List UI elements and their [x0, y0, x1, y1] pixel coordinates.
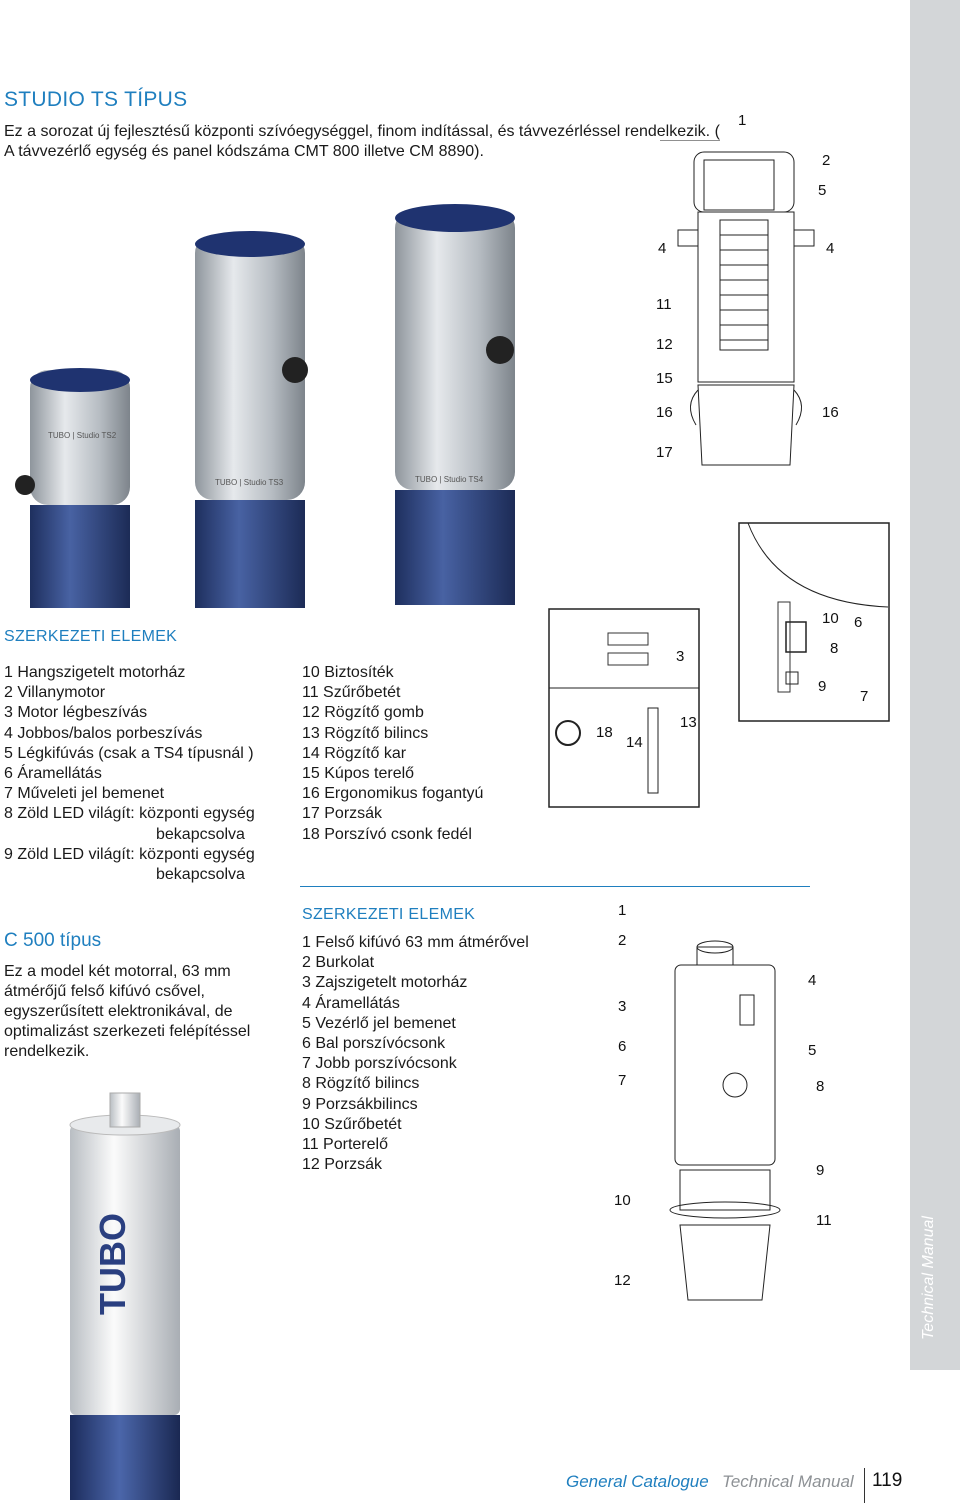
c500-label-9: 9 [816, 1162, 825, 1179]
list-item: 9 Porzsákbilincs [302, 1095, 418, 1113]
footer-catalogue: General Catalogue [566, 1472, 709, 1491]
c500-label-2: 2 [618, 932, 627, 949]
list-item: 3 Zajszigetelt motorház [302, 974, 468, 992]
list-item: 16 Ergonomikus fogantyú [302, 785, 484, 803]
list-item: 12 Rögzítő gomb [302, 704, 424, 722]
list-item: 8 Zöld LED világít: központi egység bekapcsolva [4, 805, 255, 843]
unit-ts3 [195, 231, 308, 608]
studio-section-title: SZERKEZETI ELEMEK [4, 628, 178, 645]
diagram-label-1: 1 [738, 112, 747, 129]
list-item: 3 Motor légbeszívás [4, 704, 148, 722]
c500-label-8: 8 [816, 1078, 825, 1095]
page-title: STUDIO TS TÍPUS [4, 88, 188, 111]
c500-title: C 500 típus [4, 930, 102, 951]
unit-ts2-label: TUBO | Studio TS2 [48, 431, 117, 440]
c500-label-7: 7 [618, 1072, 627, 1089]
studio-parts-list-right [302, 663, 483, 845]
side-label-8: 8 [830, 640, 839, 657]
panel-label-13: 13 [680, 714, 697, 731]
diagram-label-4-left: 4 [658, 240, 667, 257]
c500-section-title: SZERKEZETI ELEMEK [302, 906, 476, 923]
panel-label-14: 14 [626, 734, 643, 751]
diagram-label-2: 2 [822, 152, 831, 169]
list-item: 15 Kúpos terelő [302, 765, 415, 783]
unit-ts4 [395, 204, 515, 605]
c500-label-4: 4 [808, 972, 817, 989]
list-item: 7 Jobb porszívócsonk [302, 1055, 457, 1073]
list-item: 9 Zöld LED világít: központi egység bekapcsolva [4, 845, 255, 884]
diagram-label-11: 11 [656, 296, 672, 313]
diagram-label-16-left: 16 [656, 404, 673, 421]
c500-unit-photo [40, 1085, 220, 1500]
list-item: 1 Hangszigetelt motorház [4, 664, 186, 681]
studio-parts-list-left [4, 663, 255, 885]
c500-label-3: 3 [618, 998, 627, 1015]
c500-description: Ez a model két motorral, 63 mm átmérőjű felső kifúvó csővel, egyszerűsített elektronikával, de optimalizást szerkezeti felépítéssel rendelkezik. [4, 963, 251, 1060]
diagram-label-15: 15 [656, 370, 673, 387]
diagram-label-12: 12 [656, 336, 673, 353]
list-item: 18 Porszívó csonk fedél [302, 825, 472, 843]
unit-ts2 [15, 368, 130, 608]
diagram-label-16-right: 16 [822, 404, 839, 421]
list-item: 5 Légkifúvás (csak a TS4 típusnál ) [4, 744, 254, 762]
footer-divider [864, 1468, 865, 1503]
list-item: 6 Bal porszívócsonk [302, 1035, 446, 1053]
list-item: 10 Biztosíték [302, 664, 394, 681]
front-panel-diagram [548, 608, 718, 818]
unit-ts4-label: TUBO | Studio TS4 [415, 475, 484, 484]
list-item: 6 Áramellátás [4, 765, 102, 783]
footer-manual: Technical Manual [722, 1472, 854, 1491]
c500-label-12: 12 [614, 1272, 631, 1289]
c500-label-5: 5 [808, 1042, 817, 1059]
side-label-9: 9 [818, 678, 827, 695]
panel-label-3: 3 [676, 648, 685, 665]
sidebar-label: Technical Manual [920, 1216, 937, 1340]
c500-cross-section-diagram [660, 935, 790, 1305]
c500-label-1: 1 [618, 902, 627, 919]
list-item: 10 Szűrőbetét [302, 1115, 402, 1133]
diagram-label-5: 5 [818, 182, 827, 199]
list-item: 8 Rögzítő bilincs [302, 1075, 420, 1093]
c500-label-6: 6 [618, 1038, 627, 1055]
list-item: 11 Porterelő [302, 1136, 388, 1154]
side-label-10: 10 [822, 610, 839, 627]
intro-text: Ez a sorozat új fejlesztésű központi szívóegységgel, finom indítással, és távvezérléssel rendelkezik. ( A távvezérlő egység és panel kódszáma CMT 800 illetve CM 8890). [4, 123, 720, 160]
section-divider [300, 886, 810, 887]
c500-brand-logo: TUBO [92, 1213, 133, 1315]
list-item: 2 Villanymotor [4, 684, 106, 702]
c500-label-11: 11 [816, 1212, 832, 1229]
unit-ts3-label: TUBO | Studio TS3 [215, 478, 284, 487]
diagram-label-4-right: 4 [826, 240, 835, 257]
list-item: 4 Áramellátás [302, 994, 400, 1012]
list-item: 17 Porzsák [302, 805, 383, 823]
list-item: 12 Porzsák [302, 1156, 383, 1174]
list-item: 2 Burkolat [302, 954, 375, 972]
studio-cross-section-diagram [660, 140, 820, 485]
page-number: 119 [872, 1470, 903, 1491]
list-item: 14 Rögzítő kar [302, 744, 407, 762]
side-label-7: 7 [860, 688, 869, 705]
side-label-6: 6 [854, 614, 863, 631]
list-item: 11 Szűrőbetét [302, 684, 401, 702]
panel-label-18: 18 [596, 724, 613, 741]
list-item: 4 Jobbos/balos porbeszívás [4, 724, 203, 742]
c500-label-10: 10 [614, 1192, 631, 1209]
list-item: 5 Vezérlő jel bemenet [302, 1014, 456, 1032]
list-item: 13 Rögzítő bilincs [302, 724, 429, 742]
list-item: 7 Műveleti jel bemenet [4, 785, 165, 803]
sidebar-band [910, 0, 960, 1370]
diagram-label-17: 17 [656, 444, 673, 461]
c500-parts-list [302, 933, 529, 1175]
studio-units-photo [0, 200, 540, 610]
list-item: 1 Felső kifúvó 63 mm átmérővel [302, 934, 529, 951]
